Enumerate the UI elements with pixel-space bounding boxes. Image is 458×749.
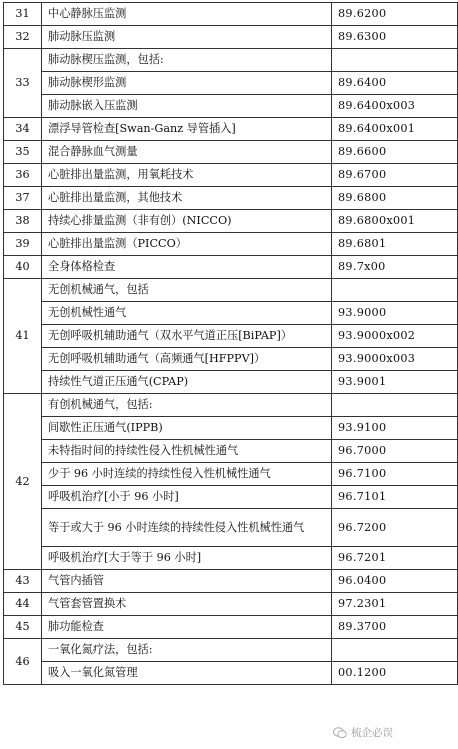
procedure-name: 肺动脉楔压监测，包括: — [42, 49, 332, 72]
table-row — [4, 394, 458, 417]
procedure-code: 89.6300 — [332, 26, 458, 49]
procedure-code: 89.6400 — [332, 72, 458, 95]
procedure-code: 89.6801 — [332, 233, 458, 256]
row-number: 40 — [4, 256, 42, 279]
table-row — [4, 279, 458, 302]
procedure-name: 中心静脉压监测 — [42, 3, 332, 26]
procedure-name: 一氧化氮疗法，包括: — [42, 639, 332, 662]
table-row — [4, 593, 458, 616]
row-number: 45 — [4, 616, 42, 639]
procedure-code: 93.9000x003 — [332, 348, 458, 371]
row-number: 36 — [4, 164, 42, 187]
table-row — [4, 187, 458, 210]
procedure-code: 93.9000 — [332, 302, 458, 325]
row-number: 42 — [4, 394, 42, 570]
procedure-name: 无创呼吸机辅助通气（高频通气[HFPPV]） — [42, 348, 332, 371]
row-number: 34 — [4, 118, 42, 141]
table-row — [4, 233, 458, 256]
row-number: 32 — [4, 26, 42, 49]
table-row — [4, 547, 458, 570]
procedure-code: 96.7201 — [332, 547, 458, 570]
table-row — [4, 302, 458, 325]
procedure-code: 89.6600 — [332, 141, 458, 164]
procedure-code — [332, 49, 458, 72]
procedure-code: 96.7200 — [332, 509, 458, 547]
table-row — [4, 49, 458, 72]
procedure-name: 有创机械通气，包括: — [42, 394, 332, 417]
row-number: 44 — [4, 593, 42, 616]
watermark-text: 梳企必误 — [351, 727, 393, 739]
row-number: 37 — [4, 187, 42, 210]
watermark — [333, 725, 393, 740]
procedure-name: 肺功能检查 — [42, 616, 332, 639]
table-row — [4, 256, 458, 279]
row-number: 43 — [4, 570, 42, 593]
procedure-name: 无创机械性通气 — [42, 302, 332, 325]
table-row — [4, 371, 458, 394]
table-row — [4, 348, 458, 371]
table-row — [4, 509, 458, 547]
procedure-name: 未特指时间的持续性侵入性机械性通气 — [42, 440, 332, 463]
procedure-name: 心脏排出量监测，其他技术 — [42, 187, 332, 210]
procedure-code: 89.6200 — [332, 3, 458, 26]
table-row — [4, 118, 458, 141]
procedure-code: 89.6800 — [332, 187, 458, 210]
table-row — [4, 639, 458, 662]
procedure-name: 肺动脉压监测 — [42, 26, 332, 49]
procedure-name: 呼吸机治疗[大于等于 96 小时] — [42, 547, 332, 570]
wechat-icon — [333, 727, 347, 739]
procedure-name: 无创机械通气，包括 — [42, 279, 332, 302]
table-row — [4, 417, 458, 440]
procedure-code — [332, 279, 458, 302]
procedure-name: 无创呼吸机辅助通气（双水平气道正压[BiPAP]） — [42, 325, 332, 348]
table-row — [4, 616, 458, 639]
procedure-name: 呼吸机治疗[小于 96 小时] — [42, 486, 332, 509]
procedure-code: 96.7000 — [332, 440, 458, 463]
procedure-code: 93.9100 — [332, 417, 458, 440]
table-row — [4, 440, 458, 463]
table-row — [4, 95, 458, 118]
procedure-code: 96.7101 — [332, 486, 458, 509]
procedure-name: 间歇性正压通气(IPPB) — [42, 417, 332, 440]
procedure-code — [332, 394, 458, 417]
procedure-name: 漂浮导管检查[Swan-Ganz 导管插入] — [42, 118, 332, 141]
procedure-name: 吸入一氧化氮管理 — [42, 662, 332, 685]
table-row — [4, 210, 458, 233]
table-row — [4, 26, 458, 49]
table-row — [4, 72, 458, 95]
procedure-name: 心脏排出量监测（PICCO） — [42, 233, 332, 256]
procedure-name: 肺动脉楔形监测 — [42, 72, 332, 95]
procedure-code: 89.3700 — [332, 616, 458, 639]
procedure-code: 93.9000x002 — [332, 325, 458, 348]
procedure-code: 00.1200 — [332, 662, 458, 685]
procedure-code-table — [3, 2, 458, 685]
row-number: 33 — [4, 49, 42, 118]
procedure-code: 93.9001 — [332, 371, 458, 394]
table-row — [4, 3, 458, 26]
procedure-code — [332, 639, 458, 662]
row-number: 38 — [4, 210, 42, 233]
row-number: 31 — [4, 3, 42, 26]
row-number: 35 — [4, 141, 42, 164]
procedure-code: 97.2301 — [332, 593, 458, 616]
procedure-code: 96.7100 — [332, 463, 458, 486]
row-number: 39 — [4, 233, 42, 256]
procedure-name: 持续心排量监测（非有创）(NICCO) — [42, 210, 332, 233]
procedure-code: 96.0400 — [332, 570, 458, 593]
procedure-code: 89.6800x001 — [332, 210, 458, 233]
procedure-name: 持续性气道正压通气(CPAP) — [42, 371, 332, 394]
table-row — [4, 486, 458, 509]
procedure-code: 89.6400x001 — [332, 118, 458, 141]
procedure-name: 心脏排出量监测，用氧耗技术 — [42, 164, 332, 187]
table-row — [4, 570, 458, 593]
procedure-code: 89.7x00 — [332, 256, 458, 279]
procedure-name: 等于或大于 96 小时连续的持续性侵入性机械性通气 — [42, 509, 332, 547]
procedure-name: 肺动脉嵌入压监测 — [42, 95, 332, 118]
row-number: 41 — [4, 279, 42, 394]
procedure-code: 89.6400x003 — [332, 95, 458, 118]
table-row — [4, 463, 458, 486]
table-row — [4, 325, 458, 348]
procedure-name: 气管内插管 — [42, 570, 332, 593]
procedure-name: 混合静脉血气测量 — [42, 141, 332, 164]
procedure-name: 气管套管置换术 — [42, 593, 332, 616]
table-row — [4, 164, 458, 187]
procedure-name: 少于 96 小时连续的持续性侵入性机械性通气 — [42, 463, 332, 486]
procedure-code: 89.6700 — [332, 164, 458, 187]
procedure-name: 全身体格检查 — [42, 256, 332, 279]
row-number: 46 — [4, 639, 42, 685]
table-row — [4, 141, 458, 164]
table-row — [4, 662, 458, 685]
